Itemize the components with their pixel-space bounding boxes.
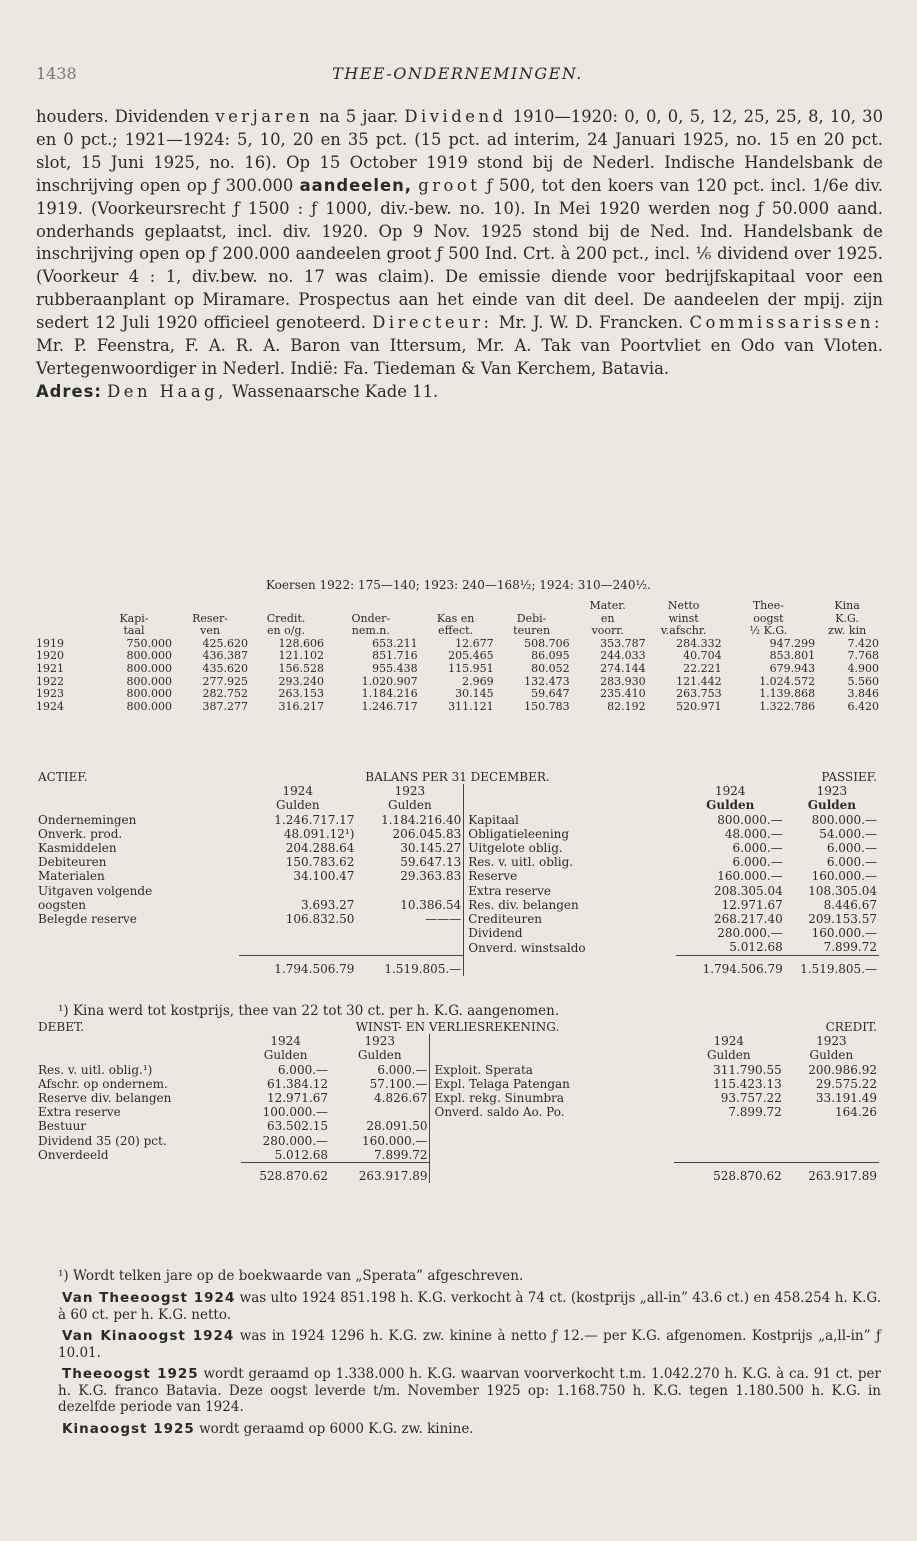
left-1924-cell [239, 884, 356, 898]
balance-title-left: ACTIEF. [38, 770, 88, 784]
year-cell: 1920 [36, 649, 64, 663]
value-cell: 2.969 [462, 674, 494, 688]
pl-title-row [36, 1020, 879, 1034]
value-cell: 150.783 [524, 699, 570, 713]
balance-title-right: PASSIEF. [821, 770, 877, 784]
fin-header-col-5: teuren [513, 624, 551, 638]
right-1924-cell: 6.000.— [732, 841, 783, 856]
fin-header-col-3: nem.n. [351, 624, 390, 638]
value-cell: 82.192 [607, 699, 646, 713]
harvest-notes [58, 1290, 881, 1442]
value-cell: 263.753 [676, 687, 722, 701]
left-label-cell: Debiteuren [38, 855, 107, 870]
left-1923-cell: 10.386.54 [400, 897, 462, 912]
balance-total-1923-left: 1.519.805.— [356, 955, 463, 976]
right-label-cell: Expl. Telaga Patengan [430, 1077, 674, 1091]
left-1924-cell: 106.832.50 [285, 912, 355, 927]
fin-header-col-1: Reser- [192, 611, 228, 625]
profit-loss-account [36, 1020, 879, 1183]
value-cell: 274.144 [600, 661, 646, 675]
fin-header-col-3 [324, 600, 418, 613]
value-cell: 40.704 [683, 649, 722, 663]
left-1924-cell: 12.971.67 [266, 1091, 329, 1106]
table-row [36, 827, 879, 841]
left-1923-cell: 57.100.— [369, 1076, 428, 1091]
value-cell: 12.677 [455, 636, 494, 650]
table-row [36, 926, 879, 940]
left-1924-cell [239, 926, 356, 940]
value-cell: 387.277 [202, 699, 249, 713]
left-1923-cell: ——— [425, 912, 462, 927]
pl-total-1924-right: 528.870.62 [674, 1163, 784, 1184]
fin-header-col-1 [172, 600, 248, 613]
left-label-cell: Belegde reserve [38, 912, 137, 927]
fin-header-col-0 [96, 600, 172, 613]
right-1924-cell: 5.012.68 [729, 940, 783, 955]
right-1923-cell [784, 1148, 879, 1163]
value-cell: 1.322.786 [759, 699, 816, 713]
address-label: Adres: [36, 381, 102, 401]
value-cell: 425.620 [202, 636, 249, 650]
right-1924-cell: 12.971.67 [721, 897, 783, 912]
company-text [36, 106, 883, 404]
pl-year-row: 1924 1923 1924 1923 [270, 1034, 847, 1049]
value-cell: 4.900 [847, 661, 879, 675]
tea-harvest-1925: Theeoogst 1925 wordt geraamd op 1.338.000 h. K.G. waarvan voorverkocht t.m. 1.042.270 h. K.G. à ca. 91 ct. per h. K.G. franco Batavia. Deze oogst leverde t/m. November 1925 op: 1.168.750 h. K.G. tegen 1.180.500 h. K.G. in dezelfde periode van 1924. [58, 1366, 881, 1415]
balance-title-row [36, 770, 879, 784]
left-1924-cell: 1.246.717.17 [274, 812, 355, 827]
fin-header-col-4: effect. [438, 624, 474, 638]
value-cell: 800.000 [126, 699, 173, 713]
left-1923-cell [356, 926, 463, 940]
value-cell: 1.246.717 [361, 699, 418, 713]
fin-header-col-6: voorr. [591, 624, 624, 638]
balance-total-1923-right: 1.519.805.— [785, 955, 879, 976]
value-cell: 1.024.572 [759, 674, 816, 688]
left-1924-cell [239, 940, 356, 955]
value-cell: 316.217 [278, 699, 325, 713]
value-cell: 293.240 [278, 674, 325, 688]
fin-header-col-7: Netto [667, 599, 700, 612]
left-1924-cell: 6.000.— [277, 1062, 329, 1077]
table-row [36, 1148, 879, 1163]
pl-total-1923-right: 263.917.89 [784, 1163, 879, 1184]
fin-header-col-7: winst [668, 611, 699, 625]
right-1924-cell: 6.000.— [732, 855, 783, 870]
tea-harvest-1924: Van Theeoogst 1924 was ulto 1924 851.198 h. K.G. verkocht à 74 ct. (kostprijs „all-in” 43.6 ct.) en 458.254 h. K.G. à 60 ct. per h. K.G. netto. [58, 1290, 881, 1323]
fin-header-col-3: Onder- [351, 611, 391, 625]
table-row [36, 663, 879, 676]
right-1923-cell: 164.26 [835, 1105, 877, 1120]
right-1924-cell: 48.000.— [724, 826, 783, 841]
fin-header-col-7: v.afschr. [660, 624, 707, 638]
table-row [36, 869, 879, 883]
right-label-cell: Uitgelote oblig. [464, 841, 676, 855]
table-row [36, 1134, 879, 1148]
fin-header-col-2: Credit. [266, 611, 306, 625]
right-1923-cell [784, 1119, 879, 1133]
value-cell: 1.139.868 [759, 687, 816, 701]
right-1924-cell: 7.899.72 [728, 1105, 782, 1120]
value-cell: 3.846 [847, 687, 879, 701]
fin-header-col-9: Kina [834, 599, 860, 612]
balance-unit-row: Gulden Gulden Gulden Gulden [275, 798, 856, 813]
table-row [36, 912, 879, 926]
value-cell: 947.299 [769, 636, 816, 650]
fin-header-col-4 [418, 600, 494, 613]
value-cell: 132.473 [524, 674, 570, 688]
fin-header-col-8: oogst [753, 611, 784, 625]
table-row [36, 841, 879, 855]
left-label-cell: Bestuur [38, 1119, 87, 1134]
pl-unit-row: Gulden Gulden Gulden Gulden [263, 1048, 854, 1063]
right-1923-cell: 108.305.04 [808, 883, 877, 898]
right-1924-cell: 280.000.— [717, 926, 783, 941]
table-row [36, 1077, 879, 1091]
left-label-cell: Extra reserve [38, 1105, 121, 1120]
value-cell: 59.647 [531, 687, 570, 701]
value-cell: 263.153 [278, 687, 325, 701]
left-1923-cell [330, 1105, 430, 1119]
value-cell: 5.560 [847, 674, 879, 688]
table-row [36, 813, 879, 827]
fin-header-col-6: en [600, 611, 615, 625]
left-1924-cell: 63.502.15 [266, 1119, 329, 1134]
price-quotes: Koersen 1922: 175—140; 1923: 240—168½; 1924: 310—240½. [266, 578, 651, 592]
left-1923-cell: 30.145.27 [400, 841, 462, 856]
left-label-cell: Reserve div. belangen [38, 1091, 172, 1106]
balance-total-1924-left: 1.794.506.79 [239, 955, 356, 976]
value-cell: 750.000 [126, 636, 173, 650]
left-label-cell: Res. v. uitl. oblig.¹) [38, 1062, 153, 1077]
balance-footnote: ¹) Kina werd tot kostprijs, thee van 22 tot 30 ct. per h. K.G. aangenomen. [58, 1003, 560, 1019]
left-1923-cell [356, 884, 463, 898]
left-1923-cell: 160.000.— [362, 1133, 428, 1148]
left-1924-cell: 61.384.12 [266, 1076, 329, 1091]
fin-header-row-3 [36, 625, 879, 638]
value-cell: 244.033 [600, 649, 646, 663]
fin-header-col-6: Mater. [589, 599, 626, 612]
year-cell: 1919 [36, 636, 64, 650]
value-cell: 853.801 [769, 649, 816, 663]
year-cell: 1922 [36, 674, 64, 688]
value-cell: 520.971 [676, 699, 722, 713]
value-cell: 6.420 [847, 699, 879, 713]
year-cell: 1924 [36, 699, 64, 713]
financial-overview-table [36, 600, 879, 713]
left-1923-cell: 206.045.83 [392, 826, 462, 841]
fin-header-col-8: ½ K.G. [749, 624, 788, 638]
year-cell: 1921 [36, 661, 64, 675]
left-1923-cell [356, 940, 463, 955]
left-label-cell: Dividend 35 (20) pct. [38, 1133, 167, 1148]
value-cell: 277.925 [202, 674, 249, 688]
table-row [36, 898, 879, 912]
pl-total-1923-left: 263.917.89 [330, 1163, 430, 1184]
value-cell: 156.528 [278, 661, 325, 675]
left-1923-cell: 59.647.13 [400, 855, 462, 870]
right-1924-cell: 93.757.22 [720, 1091, 782, 1106]
value-cell: 436.387 [202, 649, 249, 663]
value-cell: 121.102 [278, 649, 325, 663]
year-cell: 1923 [36, 687, 64, 701]
table-row [36, 884, 879, 898]
value-cell: 435.620 [202, 661, 249, 675]
balance-total-1924-right: 1.794.506.79 [676, 955, 785, 976]
table-row [36, 855, 879, 869]
value-cell: 1.184.216 [361, 687, 418, 701]
pl-total-1924-left: 528.870.62 [241, 1163, 330, 1184]
right-1923-cell [784, 1134, 879, 1148]
left-label-cell: oogsten [38, 897, 86, 912]
kina-harvest-1925: Kinaoogst 1925 wordt geraamd op 6000 K.G. zw. kinine. [62, 1420, 474, 1437]
fin-header-col-5 [494, 600, 570, 613]
value-cell: 353.787 [600, 636, 646, 650]
pl-title-left: DEBET. [38, 1020, 85, 1034]
value-cell: 653.211 [372, 636, 418, 650]
value-cell: 800.000 [126, 649, 173, 663]
value-cell: 284.332 [676, 636, 722, 650]
left-1923-cell: 1.184.216.40 [381, 812, 462, 827]
left-1924-cell: 5.012.68 [274, 1147, 329, 1162]
page-number: 1438 [36, 64, 77, 83]
value-cell: 800.000 [126, 661, 173, 675]
left-1924-cell: 48.091.12¹) [283, 826, 355, 841]
left-1924-cell: 204.288.64 [285, 841, 355, 856]
right-label-cell: Res. v. uitl. oblig. [464, 855, 676, 869]
value-cell: 800.000 [126, 687, 173, 701]
value-cell: 7.768 [847, 649, 879, 663]
right-label-cell [430, 1148, 674, 1163]
value-cell: 115.951 [448, 661, 494, 675]
left-label-cell [36, 926, 239, 940]
right-label-cell: Onverd. winstsaldo [464, 940, 676, 955]
value-cell: 679.943 [769, 661, 816, 675]
right-label-cell: Onverd. saldo Ao. Po. [430, 1105, 674, 1119]
right-label-cell: Res. div. belangen [464, 898, 676, 912]
fin-header-col-9: zw. kin [828, 624, 867, 638]
fin-header-col-0: taal [123, 624, 145, 638]
left-label-cell: Ondernemingen [38, 812, 137, 827]
kina-harvest-1924: Van Kinaoogst 1924 was in 1924 1296 h. K.G. zw. kinine à netto ƒ 12.— per K.G. afgenomen. Kostprijs „a,ll-in” ƒ 10.01. [58, 1328, 881, 1361]
right-1923-cell: 29.575.22 [815, 1076, 877, 1091]
fin-header-col-2 [248, 600, 324, 613]
right-1924-cell [674, 1134, 784, 1148]
table-row [36, 1105, 879, 1119]
value-cell: 1.020.907 [361, 674, 418, 688]
shares-keyword: aandeelen, [299, 175, 412, 195]
value-cell: 800.000 [126, 674, 173, 688]
value-cell: 282.752 [202, 687, 249, 701]
right-label-cell: Exploit. Sperata [430, 1063, 674, 1077]
right-1923-cell: 6.000.— [826, 841, 877, 856]
balance-sheet [36, 770, 879, 976]
value-cell: 128.606 [278, 636, 325, 650]
table-row [36, 940, 879, 955]
right-1923-cell: 200.986.92 [808, 1062, 877, 1077]
right-1924-cell: 311.790.55 [713, 1062, 782, 1077]
right-label-cell: Dividend [464, 926, 676, 940]
address-line: Adres: Den Haag, Wassenaarsche Kade 11. [36, 381, 439, 401]
value-cell: 311.121 [448, 699, 494, 713]
right-1923-cell: 800.000.— [811, 812, 877, 827]
value-cell: 86.095 [531, 649, 570, 663]
left-1923-cell: 4.826.67 [374, 1091, 428, 1106]
right-1923-cell: 160.000.— [811, 869, 877, 884]
value-cell: 851.716 [372, 649, 418, 663]
right-label-cell: Kapitaal [464, 813, 676, 827]
table-row [36, 701, 879, 714]
main-paragraph: houders. Dividenden verjaren na 5 jaar. Dividend 1910—1920: 0, 0, 0, 5, 12, 25, 25, 8, 10, 30 en 0 pct.; 1921—1924: 5, 10, 20 en 35 pct. (15 pct. ad interim, 24 Januari 1925, no. 15 en 20 pct. slot, 15 Juni 1925, no. 16). Op 15 October 1919 stond bij de Nederl. Indische Handelsbank de inschrijving open op ƒ 300.000 aandeelen, groot ƒ 500, tot den koers van 120 pct. incl. 1/6e div. 1919. (Voorkeursrecht ƒ 1500 : ƒ 1000, div.-bew. no. 10). In Mei 1920 werden nog ƒ 50.000 aand. onderhands geplaatst, incl. div. 1920. Op 9 Nov. 1925 stond bij de Ned. Ind. Handelsbank de inschrijving open op ƒ 200.000 aandeelen groot ƒ 500 Ind. Crt. à 200 pct., incl. ⅙ dividend over 1925. (Voorkeur 4 : 1, div.bew. no. 17 was claim). De emissie diende voor bedrijfskapitaal voor een rubberaanplant op Miramare. Prospectus aan het einde van dit deel. De aandeelen der mpij. zijn sedert 12 Juli 1920 officieel genoteerd. Directeur: Mr. J. W. D. Francken. Commissarissen: Mr. P. Feenstra, F. A. R. A. Baron van Ittersum, Mr. A. Tak van Poortvliet en Odo van Vloten. Vertegenwoordiger in Nederl. Indië: Fa. Tiedeman & Van Kerchem, Batavia. [36, 107, 884, 378]
value-cell: 283.930 [600, 674, 646, 688]
right-1923-cell: 8.446.67 [823, 897, 877, 912]
pl-footnote: ¹) Wordt telken jare op de boekwaarde van „Sperata” afgeschreven. [58, 1268, 524, 1284]
left-label-cell: Afschr. op ondernem. [38, 1076, 168, 1091]
pl-title-right: CREDIT. [825, 1020, 877, 1034]
left-1923-cell: 28.091.50 [366, 1119, 428, 1134]
fin-header-col-8: Thee- [752, 599, 784, 612]
fin-header-col-4: Kas en [436, 611, 475, 625]
left-1924-cell: 34.100.47 [293, 869, 355, 884]
left-1924-cell: 280.000.— [262, 1133, 329, 1148]
right-1923-cell: 160.000.— [811, 926, 877, 941]
left-1924-cell: 100.000.— [262, 1105, 329, 1120]
value-cell: 7.420 [847, 636, 879, 650]
value-cell: 205.465 [448, 649, 494, 663]
right-label-cell: Expl. rekg. Sinumbra [430, 1091, 674, 1105]
value-cell: 22.221 [683, 661, 722, 675]
left-label-cell: Kasmiddelen [38, 841, 117, 856]
balance-total-row [36, 955, 879, 976]
running-title: THEE-ONDERNEMINGEN. [332, 64, 583, 83]
left-label-cell: Uitgaven volgende [38, 883, 153, 898]
fin-header-row-1 [36, 600, 879, 613]
left-1923-cell: 7.899.72 [374, 1147, 428, 1162]
left-label-cell: Materialen [38, 869, 105, 884]
left-1923-cell: 29.363.83 [400, 869, 462, 884]
value-cell: 121.442 [676, 674, 722, 688]
balance-title: BALANS PER 31 DECEMBER. [365, 770, 550, 784]
fin-header-col-1: ven [200, 624, 220, 638]
right-1924-cell: 208.305.04 [714, 883, 783, 898]
value-cell: 508.706 [524, 636, 570, 650]
fin-header-col-5: Debi- [516, 611, 547, 625]
right-1924-cell: 160.000.— [717, 869, 783, 884]
pl-title: WINST- EN VERLIESREKENING. [355, 1020, 560, 1034]
right-label-cell [430, 1119, 674, 1133]
table-row [36, 1119, 879, 1133]
left-label-cell: Onverk. prod. [38, 826, 123, 841]
fin-header-col-0: Kapi- [119, 611, 149, 625]
left-1924-cell: 3.693.27 [301, 897, 355, 912]
right-1924-cell: 268.217.40 [714, 912, 783, 927]
left-1923-cell: 6.000.— [377, 1062, 428, 1077]
right-1923-cell: 54.000.— [819, 826, 877, 841]
value-cell: 30.145 [455, 687, 494, 701]
right-label-cell: Obligatieleening [464, 827, 676, 841]
right-1923-cell: 7.899.72 [823, 940, 877, 955]
right-label-cell: Extra reserve [464, 884, 676, 898]
director-label: Directeur: [372, 313, 493, 333]
pl-total-row [36, 1163, 879, 1184]
table-row [36, 1091, 879, 1105]
value-cell: 80.052 [531, 661, 570, 675]
page-header [36, 64, 879, 86]
right-1924-cell [674, 1119, 784, 1133]
value-cell: 955.438 [372, 661, 418, 675]
right-1923-cell: 33.191.49 [815, 1091, 877, 1106]
right-1924-cell: 800.000.— [717, 812, 783, 827]
left-1924-cell: 150.783.62 [285, 855, 355, 870]
right-1924-cell: 115.423.13 [713, 1076, 782, 1091]
right-label-cell: Crediteuren [464, 912, 676, 926]
right-label-cell: Reserve [464, 869, 676, 883]
fin-header-col-9: K.G. [835, 611, 859, 625]
table-row [36, 688, 879, 701]
right-1923-cell: 209.153.57 [808, 912, 877, 927]
right-1924-cell [674, 1148, 784, 1163]
balance-year-row: 1924 1923 1924 1923 [282, 784, 848, 799]
commissioners-label: Commissarissen: [689, 313, 883, 333]
value-cell: 235.410 [600, 687, 646, 701]
right-1923-cell: 6.000.— [826, 855, 877, 870]
left-label-cell [36, 940, 239, 955]
left-label-cell: Onverdeeld [38, 1148, 109, 1163]
fin-header-col-2: en o/g. [267, 624, 306, 638]
table-row [36, 1063, 879, 1077]
right-label-cell [430, 1134, 674, 1148]
